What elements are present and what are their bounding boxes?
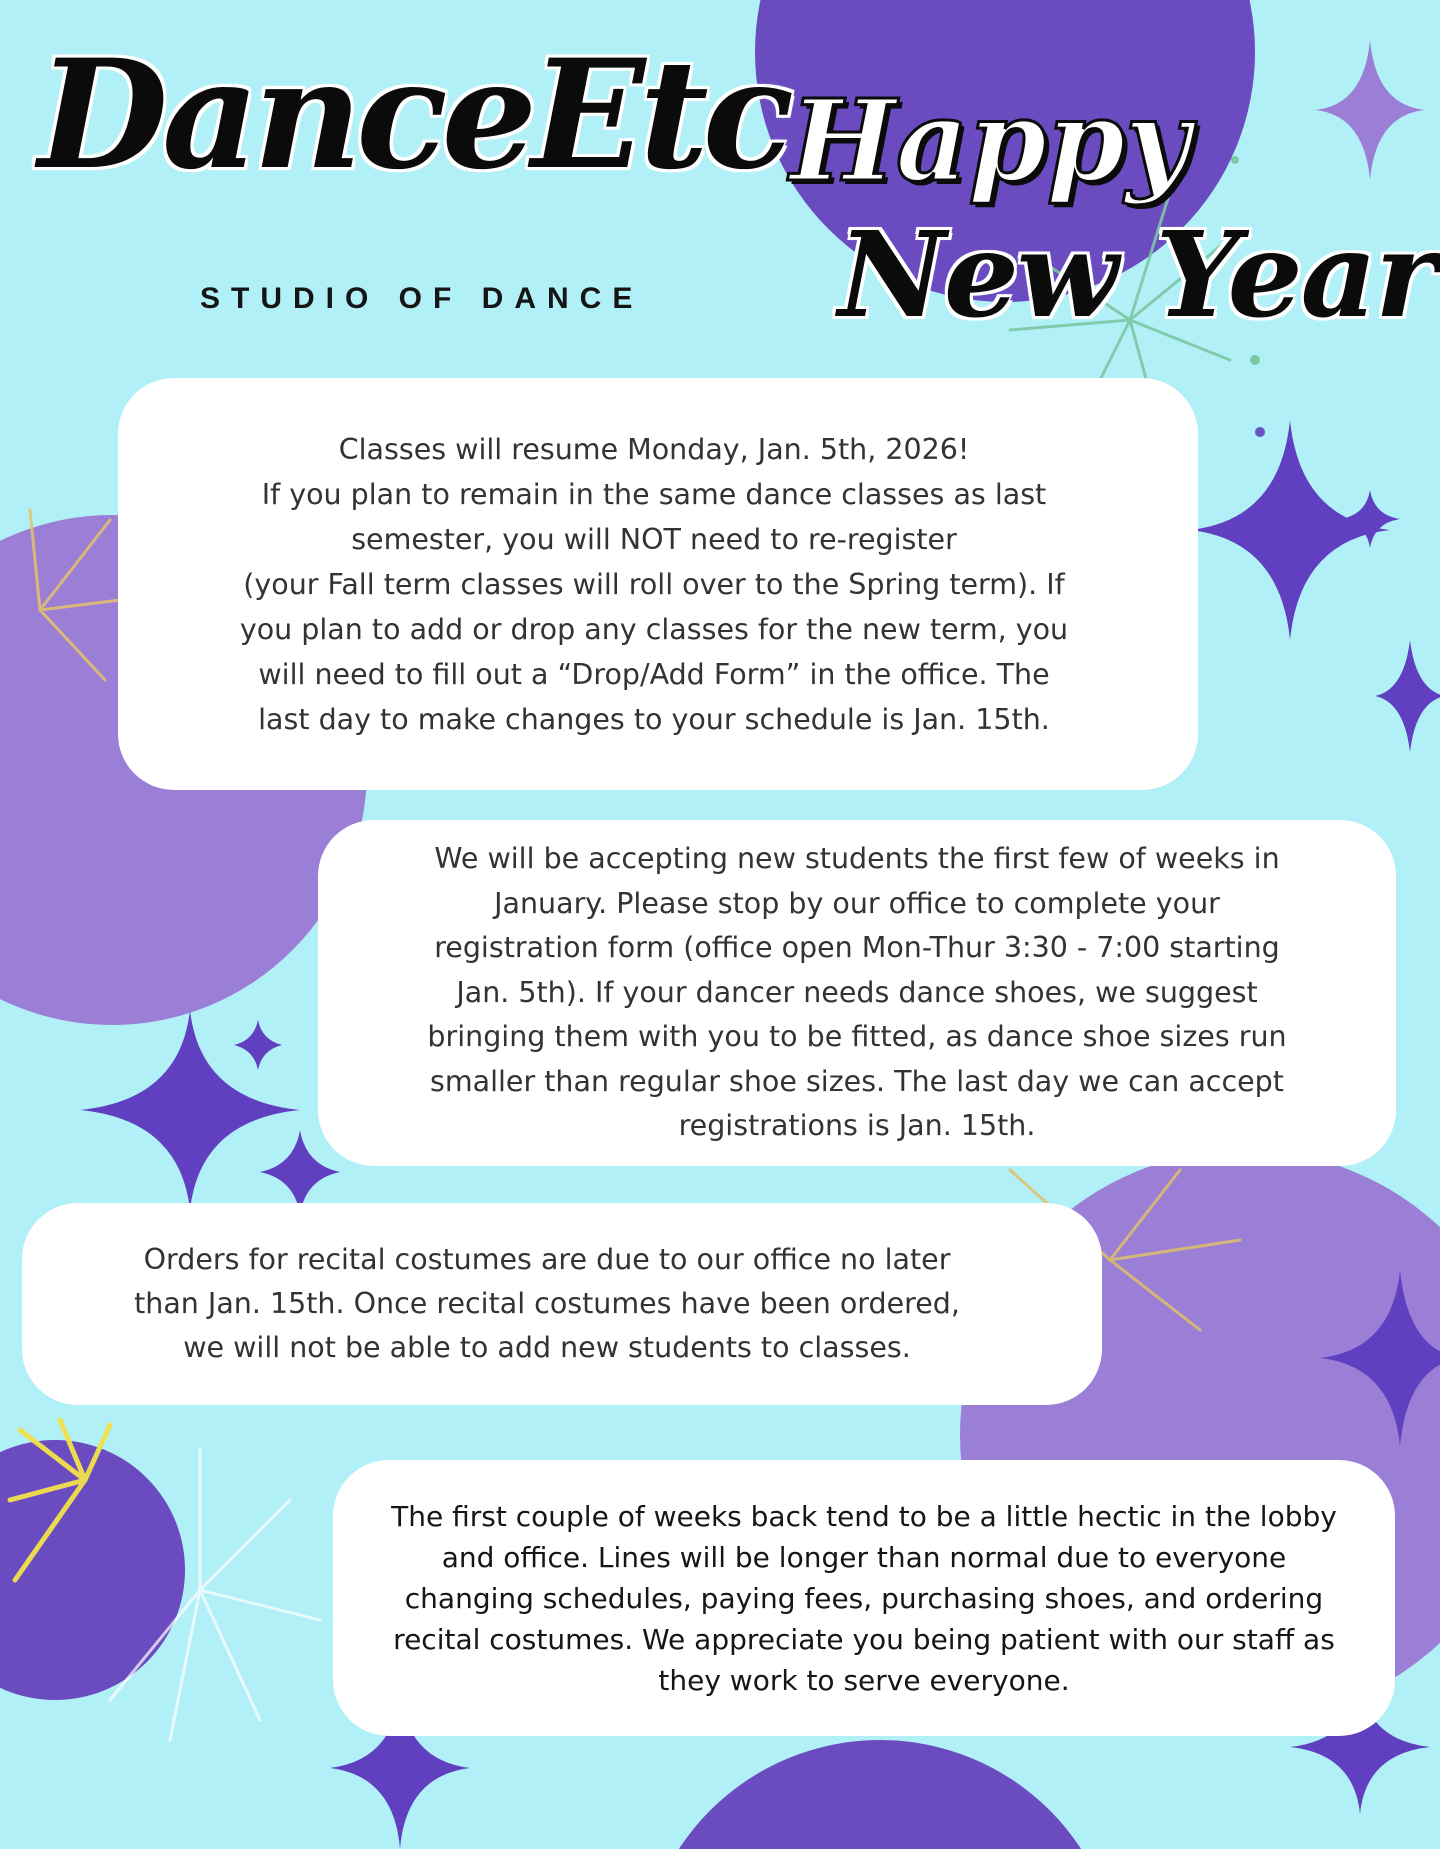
studio-subtitle: STUDIO OF DANCE	[200, 282, 644, 315]
greeting-happy: Happy	[790, 76, 1191, 207]
notice-text: Classes will resume Monday, Jan. 5th, 2026! If you plan to remain in the same dance classes as last semester, you will NOT need to re-register (your Fall term classes will roll over to the Spring term). If you plan to add or drop any classes for the new term, you will need to fill out a “Drop/Add Form” in the office. The last day to make changes to your schedule is Jan. 15th.	[239, 432, 1069, 736]
greeting-new-year: New Year	[838, 205, 1436, 344]
notice-card-patience	[333, 1460, 1395, 1736]
notice-text: The first couple of weeks back tend to be a little hectic in the lobby and office. Lines will be longer than normal due to everyone changing schedules, paying fees, purchasing shoes, and ordering recital costumes. We appreciate you being patient with our staff as they work to serve everyone.	[391, 1499, 1337, 1697]
studio-logo: DanceEtc	[38, 27, 789, 203]
notice-card-new-students	[318, 820, 1396, 1166]
notice-text: Orders for recital costumes are due to our office no later than Jan. 15th. Once recital costumes have been ordered, we will not be able to add new students to classes.	[134, 1243, 960, 1364]
notice-text: We will be accepting new students the first few of weeks in January. Please stop by our office to complete your registration form (office open Mon-Thur 3:30 - 7:00 starting Jan. 5th). If your dancer needs dance shoes, we suggest bringing them with you to be fitted, as dance shoe sizes run smaller than regular shoe sizes. The last day we can accept registrations is Jan. 15th.	[427, 842, 1287, 1143]
notice-card-costumes	[22, 1203, 1102, 1405]
notice-card-resume	[118, 378, 1198, 790]
